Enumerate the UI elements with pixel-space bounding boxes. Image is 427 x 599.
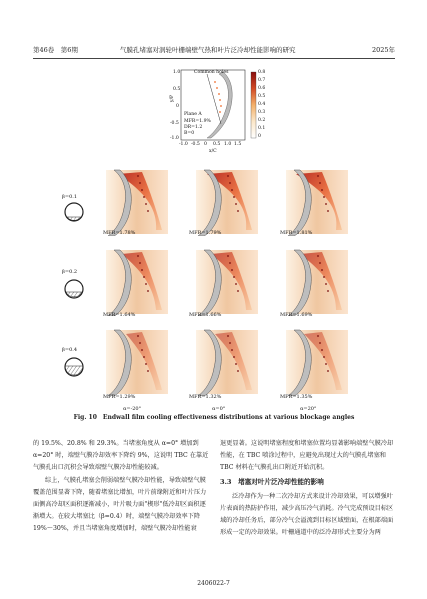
film-hole (235, 363, 237, 365)
x-tick: -1.0 (179, 142, 188, 147)
mfr-label: MFR=1.35% (280, 394, 313, 400)
film-hole (327, 290, 329, 292)
film-hole (233, 276, 235, 278)
left-column (33, 438, 209, 534)
colorbar-tick: 0.4 (258, 102, 266, 107)
y-tick: 0 (176, 104, 179, 109)
contour-grid (98, 168, 418, 413)
contour-panel (188, 328, 266, 396)
colorbar-tick: 0.5 (258, 94, 266, 99)
film-hole (137, 175, 139, 177)
film-hole (227, 175, 229, 177)
film-hole (319, 262, 321, 264)
film-hole (139, 342, 141, 344)
film-hole (231, 189, 233, 191)
y-tick: -0.5 (170, 121, 179, 126)
film-hole (143, 196, 145, 198)
x-tick: 1.5 (234, 142, 242, 147)
film-hole (137, 255, 139, 257)
x-tick: 0.5 (213, 142, 221, 147)
film-hole (231, 349, 233, 351)
mfr-label: MFR=1.66% (189, 312, 222, 318)
film-hole (235, 203, 237, 205)
film-hole (229, 342, 231, 344)
film-hole (143, 356, 145, 358)
film-hole (321, 349, 323, 351)
label-plane: Plane A (184, 112, 202, 117)
y-axis-title: y/P (170, 94, 176, 103)
film-hole (137, 335, 139, 337)
paragraph: 退更显著。这说明堵塞程度和堵塞位置均显著影响端壁气膜冷却性能，在 TBC 喷涂过程中，应避免出现过大的气膜孔堵塞和 TBC 材料在气膜孔出口附近开始沉积。 (220, 440, 394, 471)
label-mfr: MFR=1.9% (184, 119, 211, 124)
paragraph: 泛冷却作为一种二次冷却方式来设计冷却效果，可以增强叶片表面的热防护作用，减少高压冷气消耗。冷气完成预设目标区域的冷却任务后，部分冷气会溢流到目标区域壁面，在根部端面形成一定的冷却效果。叶栅通道中的泛冷却形式主要分为两 (220, 493, 394, 536)
film-hole (321, 189, 323, 191)
mfr-label: MFR=1.81% (280, 230, 313, 236)
colorbar-tick: 0.8 (258, 70, 266, 75)
x-axis-title: x/C (209, 149, 217, 154)
mfr-label: MFR=1.69% (280, 312, 313, 318)
contour-panel (98, 168, 176, 236)
contour-panel (188, 248, 266, 316)
header-title: 气膜孔堵塞对涡轮叶栅端壁气热和叶片泛冷却性能影响的研究 (120, 46, 296, 54)
film-hole (317, 255, 319, 257)
row-beta-label: β=0.2 (62, 269, 78, 275)
film-hole (233, 196, 235, 198)
colorbar-tick: 0.7 (258, 78, 266, 83)
film-hole (317, 335, 319, 337)
hole-thumbnail (62, 277, 86, 301)
film-hole (141, 349, 143, 351)
label-dr: DR=1.2 (184, 125, 203, 130)
contour-panel (98, 248, 176, 316)
colorbar-tick: 0.1 (258, 126, 266, 131)
colorbar-tick: 0.6 (258, 86, 266, 91)
film-hole (141, 189, 143, 191)
hole-thumbnail (62, 200, 86, 224)
film-hole (139, 262, 141, 264)
mfr-label: MFR=1.78% (103, 230, 136, 236)
film-hole (139, 182, 141, 184)
x-tick: -0.5 (191, 142, 200, 147)
film-hole (143, 276, 145, 278)
x-tick: 0 (204, 142, 207, 147)
film-hole (325, 363, 327, 365)
film-hole (235, 283, 237, 285)
y-tick: 1.0 (173, 70, 181, 75)
row-beta-label: β=0.4 (62, 347, 78, 353)
header-rule (33, 58, 395, 59)
mfr-label: MFR=1.29% (103, 394, 136, 400)
film-hole (319, 182, 321, 184)
film-hole (325, 203, 327, 205)
paragraph: 综上，气膜孔堵塞会削弱端壁气膜冷却性能，导致端壁气膜覆盖范围显著下降，随着堵塞比增加，叶片前缘附近和叶片压力面侧高冷却区面积逐渐减小，叶片吸力面"楔形"低冷却区面积逐渐增大。在较大堵塞比（β=0.4）时，端壁气膜冷却效率下降 19%～30%，并且当堵塞角度增加时，端壁气膜冷却性能衰 (33, 477, 207, 532)
film-hole (237, 290, 239, 292)
section-heading: 3.3 堵塞对叶片泛冷却性能的影响 (220, 478, 324, 487)
contour-panel (98, 328, 176, 396)
mfr-label: MFR=1.64% (103, 312, 136, 318)
film-hole (237, 370, 239, 372)
colorbar-tick: 0.2 (258, 118, 266, 123)
mfr-label: MFR=1.32% (189, 394, 222, 400)
colorbar-tick: 0.3 (258, 110, 266, 115)
film-hole (145, 283, 147, 285)
header-year: 2025年 (372, 46, 396, 54)
x-tick: 1.0 (224, 142, 232, 147)
legend-panel (167, 66, 269, 158)
mfr-label: MFR=1.79% (189, 230, 222, 236)
film-hole (227, 335, 229, 337)
label-common-holes: Common holes (194, 70, 229, 75)
film-hole (147, 210, 149, 212)
contour-panel (278, 328, 356, 396)
film-hole (323, 196, 325, 198)
film-hole (325, 283, 327, 285)
contour-panel (278, 168, 356, 236)
film-hole (233, 356, 235, 358)
film-hole (231, 269, 233, 271)
hole-thumbnail (62, 355, 86, 379)
film-hole (317, 175, 319, 177)
film-hole (147, 290, 149, 292)
y-tick: -1.0 (170, 136, 179, 141)
figure-caption: Fig. 10 Endwall film cooling effectiveness distributions at various blockage angles (73, 414, 355, 421)
film-hole (229, 182, 231, 184)
contour-panel (188, 168, 266, 236)
film-hole (227, 255, 229, 257)
film-hole (145, 203, 147, 205)
film-hole (321, 269, 323, 271)
row-beta-label: β=0.1 (62, 194, 78, 200)
right-column (220, 438, 396, 538)
column-label: α=0° (212, 406, 226, 412)
film-hole (237, 210, 239, 212)
contour-panel (278, 248, 356, 316)
column-label: α=20° (300, 406, 317, 412)
film-hole (323, 276, 325, 278)
film-hole (145, 363, 147, 365)
film-hole (323, 356, 325, 358)
colorbar-tick: 0 (258, 134, 261, 139)
film-hole (327, 370, 329, 372)
label-b: B=0 (184, 131, 195, 136)
film-hole (327, 210, 329, 212)
film-hole (141, 269, 143, 271)
paragraph: 的 19.5%、20.8% 和 29.3%。当堵塞角度从 α=0° 增加到 α=20° 时，端壁气膜冷却效率下降约 9%，这说明 TBC 在靠近气膜孔出口沉积会导致端壁气膜冷却性能较减。 (33, 440, 209, 471)
film-hole (147, 370, 149, 372)
y-tick: 0.5 (173, 87, 181, 92)
page-footer: 2406022-7 (197, 580, 230, 587)
header-volume: 第46卷 第6期 (33, 46, 78, 54)
film-hole (319, 342, 321, 344)
film-hole (229, 262, 231, 264)
column-label: α=-20° (123, 406, 142, 412)
